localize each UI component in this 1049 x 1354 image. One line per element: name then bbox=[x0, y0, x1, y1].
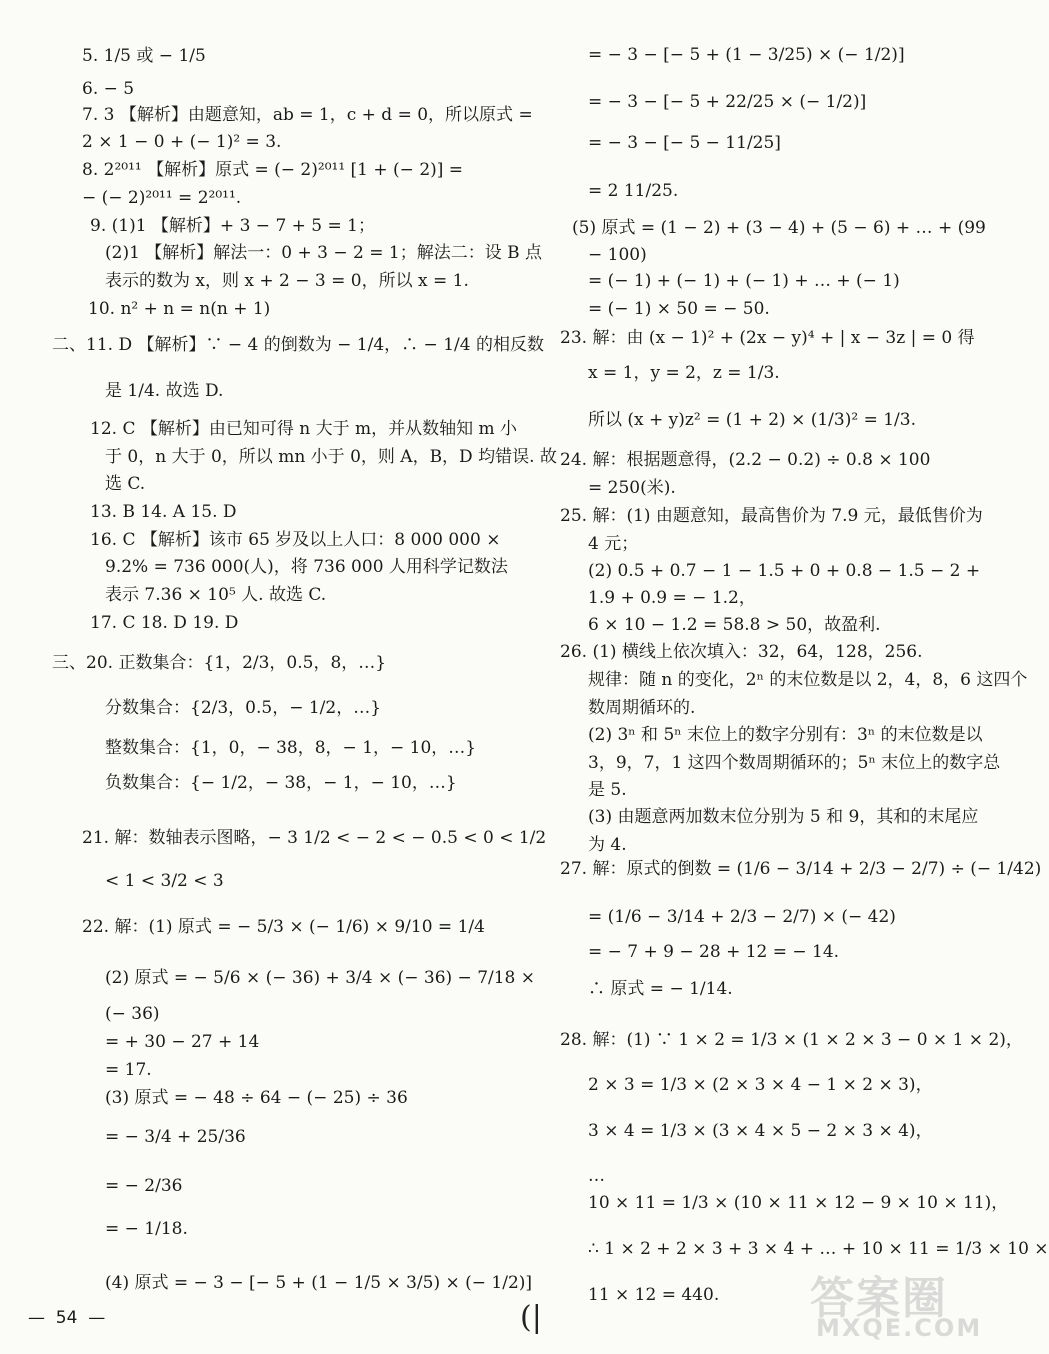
right-line: (2) 0.5 + 0.7 − 1 − 1.5 + 0 + 0.8 − 1.5 − 2 + bbox=[588, 561, 981, 581]
right-line: (5) 原式 = (1 − 2) + (3 − 4) + (5 − 6) + … + (99 bbox=[572, 218, 986, 238]
right-line: 28. 解：(1) ∵ 1 × 2 = 1/3 × (1 × 2 × 3 − 0 × 1 × 2)， bbox=[560, 1030, 1023, 1050]
left-line: − (− 2)²⁰¹¹ = 2²⁰¹¹. bbox=[82, 188, 242, 208]
handwritten-mark: (| bbox=[520, 1300, 542, 1335]
left-line: 二、11. D 【解析】∵ − 4 的倒数为 − 1/4，∴ − 1/4 的相反数 bbox=[52, 335, 544, 355]
right-line: 27. 解：原式的倒数 = (1/6 − 3/14 + 2/3 − 2/7) ÷ (− 1/42) bbox=[560, 859, 1042, 879]
right-line: (2) 3ⁿ 和 5ⁿ 末位上的数字分别有：3ⁿ 的末位数是以 bbox=[588, 725, 983, 745]
watermark-en: MXQE.COM bbox=[816, 1314, 983, 1342]
left-line: 22. 解：(1) 原式 = − 5/3 × (− 1/6) × 9/10 = 1/4 bbox=[82, 917, 485, 937]
right-line: x = 1，y = 2，z = 1/3. bbox=[588, 363, 780, 383]
left-line: 分数集合：{2/3，0.5，− 1/2，…} bbox=[105, 698, 382, 718]
right-line: (3) 由题意两加数末位分别为 5 和 9，其和的末尾应 bbox=[588, 807, 979, 827]
right-line: 6 × 10 − 1.2 = 58.8 > 50，故盈利. bbox=[588, 615, 881, 635]
left-line: 表示 7.36 × 10⁵ 人. 故选 C. bbox=[105, 585, 327, 605]
left-line: 10. n² + n = n(n + 1) bbox=[88, 299, 271, 319]
left-line: 6. − 5 bbox=[82, 79, 135, 99]
left-line: 7. 3 【解析】由题意知，ab = 1，c + d = 0，所以原式 = bbox=[82, 105, 533, 125]
right-line: … bbox=[588, 1166, 605, 1186]
right-line: ∴ 1 × 2 + 2 × 3 + 3 × 4 + … + 10 × 11 = 1/3 × 10 × bbox=[588, 1239, 1049, 1259]
left-line: 于 0，n 大于 0，所以 mn 小于 0，则 A，B，D 均错误. 故 bbox=[105, 447, 557, 467]
left-line: 17. C 18. D 19. D bbox=[90, 613, 239, 633]
right-line: = (1/6 − 3/14 + 2/3 − 2/7) × (− 42) bbox=[588, 907, 896, 927]
left-line: 9.2% = 736 000(人)，将 736 000 人用科学记数法 bbox=[105, 557, 508, 577]
left-line: < 1 < 3/2 < 3 bbox=[105, 871, 224, 891]
watermark-cn: 答案圈 bbox=[810, 1273, 948, 1324]
right-line: 3 × 4 = 1/3 × (3 × 4 × 5 − 2 × 3 × 4)， bbox=[588, 1121, 933, 1141]
right-line: 26. (1) 横线上依次填入：32，64，128，256. bbox=[560, 642, 923, 662]
right-line: 1.9 + 0.9 = − 1.2， bbox=[588, 588, 756, 608]
left-line: 9. (1)1 【解析】+ 3 − 7 + 5 = 1； bbox=[90, 216, 375, 236]
left-line: 21. 解：数轴表示图略，− 3 1/2 < − 2 < − 0.5 < 0 < 1/2 bbox=[82, 828, 547, 848]
right-line: = − 3 − [− 5 + (1 − 3/25) × (− 1/2)] bbox=[588, 45, 905, 65]
right-line: 是 5. bbox=[588, 780, 627, 800]
right-line: 10 × 11 = 1/3 × (10 × 11 × 12 − 9 × 10 × 11)， bbox=[588, 1193, 1009, 1213]
left-line: 表示的数为 x，则 x + 2 − 3 = 0，所以 x = 1. bbox=[105, 271, 469, 291]
right-line: 数周期循环的. bbox=[588, 698, 696, 718]
right-line: 11 × 12 = 440. bbox=[588, 1285, 720, 1305]
right-line: = 250(米). bbox=[588, 478, 676, 498]
left-line: 是 1/4. 故选 D. bbox=[105, 381, 224, 401]
left-line: 整数集合：{1，0，− 38，8，− 1，− 10，…} bbox=[105, 738, 477, 758]
left-line: (2)1 【解析】解法一：0 + 3 − 2 = 1；解法二：设 B 点 bbox=[105, 243, 543, 263]
left-line: 2 × 1 − 0 + (− 1)² = 3. bbox=[82, 132, 282, 152]
left-line: (− 36) bbox=[105, 1004, 160, 1024]
left-line: 12. C 【解析】由已知可得 n 大于 m，并从数轴知 m 小 bbox=[90, 419, 518, 439]
right-line: 所以 (x + y)z² = (1 + 2) × (1/3)² = 1/3. bbox=[588, 410, 916, 430]
left-line: 13. B 14. A 15. D bbox=[90, 502, 237, 522]
right-line: = − 3 − [− 5 + 22/25 × (− 1/2)] bbox=[588, 92, 867, 112]
right-line: 为 4. bbox=[588, 835, 627, 855]
left-line: 负数集合：{− 1/2，− 38，− 1，− 10，…} bbox=[105, 773, 457, 793]
right-line: 23. 解：由 (x − 1)² + (2x − y)⁴ + | x − 3z | = 0 得 bbox=[560, 328, 975, 348]
left-line: 三、20. 正数集合：{1，2/3，0.5，8，…} bbox=[52, 653, 387, 673]
left-line: 选 C. bbox=[105, 474, 146, 494]
left-line: (4) 原式 = − 3 − [− 5 + (1 − 1/5 × 3/5) × (− 1/2)] bbox=[105, 1273, 533, 1293]
left-line: = + 30 − 27 + 14 bbox=[105, 1032, 260, 1052]
left-line: = − 1/18. bbox=[105, 1219, 188, 1239]
right-line: 3，9，7，1 这四个数周期循环的；5ⁿ 末位上的数字总 bbox=[588, 753, 1001, 773]
left-line: 16. C 【解析】该市 65 岁及以上人口：8 000 000 × bbox=[90, 530, 501, 550]
right-line: = − 3 − [− 5 − 11/25] bbox=[588, 133, 781, 153]
right-line: 规律：随 n 的变化，2ⁿ 的末位数是以 2，4，8，6 这四个 bbox=[588, 670, 1028, 690]
left-line: = − 3/4 + 25/36 bbox=[105, 1127, 246, 1147]
right-line: = (− 1) × 50 = − 50. bbox=[588, 299, 770, 319]
right-line: 24. 解：根据题意得，(2.2 − 0.2) ÷ 0.8 × 100 bbox=[560, 450, 931, 470]
left-line: 8. 2²⁰¹¹ 【解析】原式 = (− 2)²⁰¹¹ [1 + (− 2)] = bbox=[82, 160, 464, 180]
left-line: (3) 原式 = − 48 ÷ 64 − (− 25) ÷ 36 bbox=[105, 1088, 408, 1108]
right-line: = − 7 + 9 − 28 + 12 = − 14. bbox=[588, 942, 840, 962]
page-number: — 54 — bbox=[28, 1308, 106, 1328]
left-line: (2) 原式 = − 5/6 × (− 36) + 3/4 × (− 36) − 7/18 × bbox=[105, 968, 536, 988]
right-line: 4 元； bbox=[588, 534, 639, 554]
right-line: 25. 解：(1) 由题意知，最高售价为 7.9 元，最低售价为 bbox=[560, 506, 983, 526]
right-line: ∴ 原式 = − 1/14. bbox=[588, 979, 733, 999]
left-line: 5. 1/5 或 − 1/5 bbox=[82, 46, 206, 66]
left-line: = 17. bbox=[105, 1060, 152, 1080]
right-line: = 2 11/25. bbox=[588, 181, 679, 201]
right-line: = (− 1) + (− 1) + (− 1) + … + (− 1) bbox=[588, 271, 900, 291]
right-line: 2 × 3 = 1/3 × (2 × 3 × 4 − 1 × 2 × 3)， bbox=[588, 1075, 933, 1095]
left-line: = − 2/36 bbox=[105, 1176, 183, 1196]
right-line: − 100) bbox=[588, 245, 647, 265]
watermark-logo bbox=[810, 1262, 990, 1342]
